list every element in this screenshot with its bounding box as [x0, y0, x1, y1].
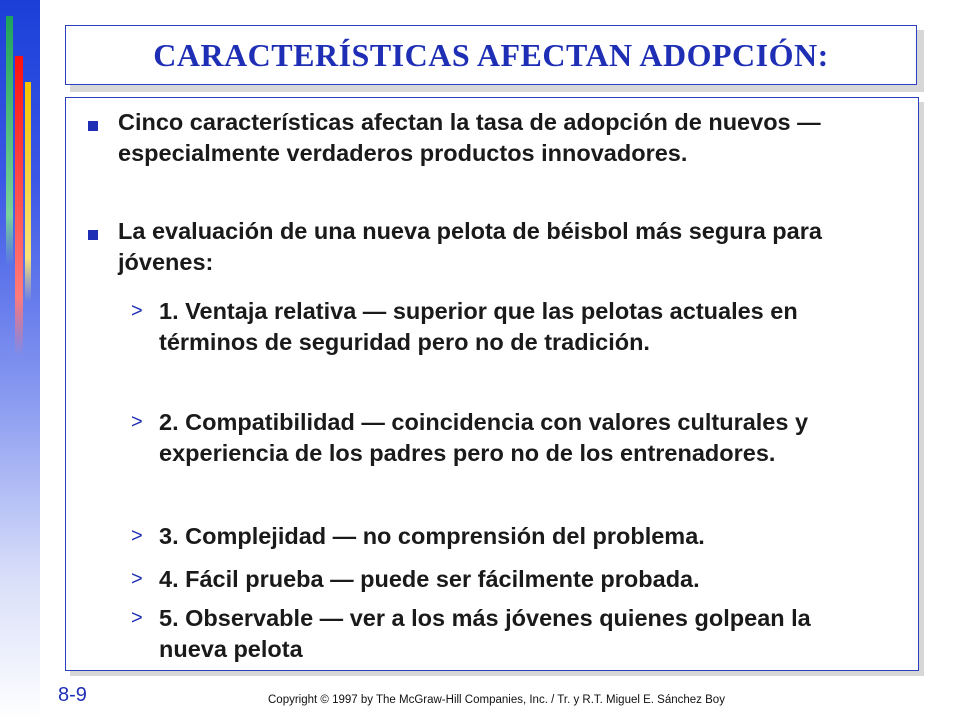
sub-bullet-arrow-icon: >	[131, 525, 143, 547]
side-decoration-strip	[0, 0, 40, 720]
bullet-square-icon	[88, 230, 98, 240]
sub-bullet-arrow-icon: >	[131, 300, 143, 322]
copyright-notice: Copyright © 1997 by The McGraw-Hill Companies, Inc. / Tr. y R.T. Miguel E. Sánchez Boy	[268, 694, 725, 706]
sub-bullet-item: 1. Ventaja relativa — superior que las pelotas actuales en términos de seguridad pero no de tradición.	[159, 298, 798, 355]
bullet-square-icon	[88, 121, 98, 131]
sub-bullet-arrow-icon: >	[131, 411, 143, 433]
sub-bullet-item: 2. Compatibilidad — coincidencia con valores culturales y experiencia de los padres pero no de los entrenadores.	[159, 409, 809, 466]
green-accent-bar	[6, 16, 13, 266]
title-box	[65, 25, 917, 85]
sub-bullet-item: 4. Fácil prueba — puede ser fácilmente probada.	[159, 566, 700, 592]
slide-number: 8-9	[58, 684, 87, 706]
sub-bullet-arrow-icon: >	[131, 607, 143, 629]
yellow-accent-bar	[25, 82, 31, 302]
sub-bullet-arrow-icon: >	[131, 568, 143, 590]
sub-bullet-item: 3. Complejidad — no comprensión del problema.	[159, 523, 705, 549]
slide-title: CARACTERÍSTICAS AFECTAN ADOPCIÓN:	[153, 36, 829, 73]
sub-bullet-item: 5. Observable — ver a los más jóvenes quienes golpean la nueva pelota	[159, 605, 811, 662]
red-accent-bar	[15, 56, 23, 356]
bullet-item: Cinco características afectan la tasa de adopción de nuevos — especialmente verdaderos productos innovadores.	[118, 109, 821, 166]
bullet-item: La evaluación de una nueva pelota de béisbol más segura para jóvenes:	[118, 218, 822, 275]
content-box	[65, 97, 919, 671]
